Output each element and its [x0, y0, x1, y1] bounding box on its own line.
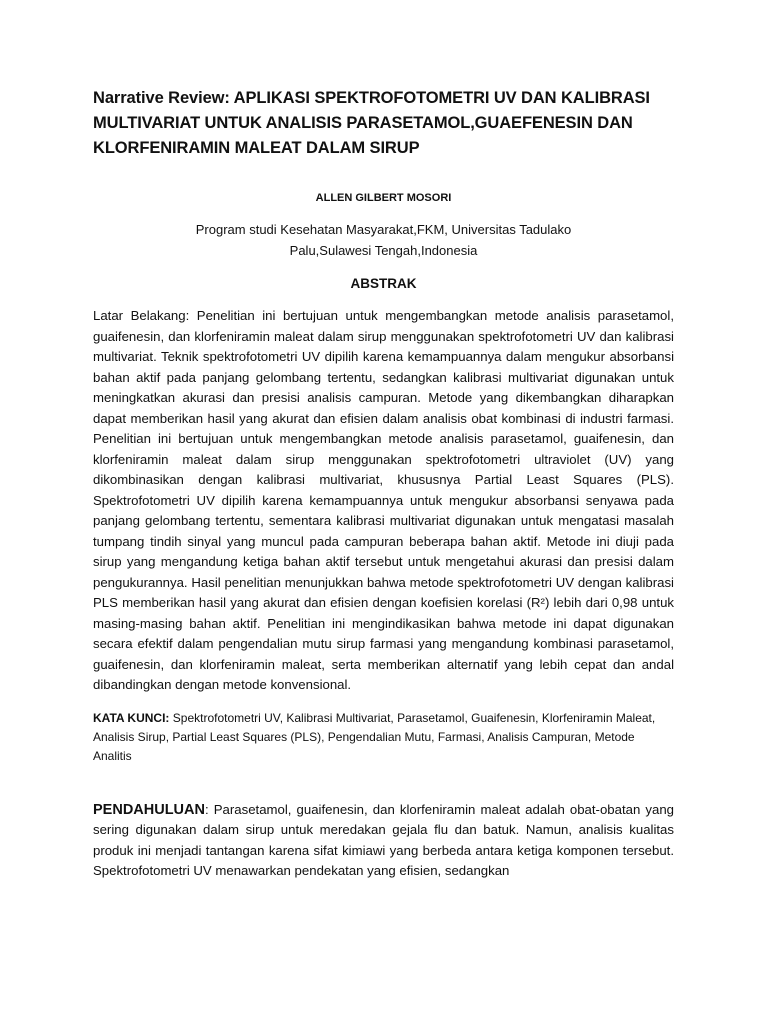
- abstract-body: Latar Belakang: Penelitian ini bertujuan untuk mengembangkan metode analisis parasetamol, guaifenesin, dan klorfeniramin maleat dalam sirup menggunakan spektrofotometri UV dan kalibrasi multivariat. Teknik spektrofotometri UV dipilih karena kemampuannya dalam mengukur absorbansi bahan aktif pada panjang gelombang tertentu, sedangkan kalibrasi multivariat digunakan untuk meningkatkan akurasi dan presisi analisis campuran. Metode yang dikembangkan diharapkan dapat memberikan hasil yang akurat dan efisien dalam analisis obat kombinasi di industri farmasi. Penelitian ini bertujuan untuk mengembangkan metode analisis parasetamol, guaifenesin, dan klorfeniramin maleat dalam sirup menggunakan spektrofotometri ultraviolet (UV) yang dikombinasikan dengan kalibrasi multivariat, khususnya Partial Least Squares (PLS). Spektrofotometri UV dipilih karena kemampuannya untuk mengukur absorbansi senyawa pada panjang gelombang tertentu, sementara kalibrasi multivariat digunakan untuk mengatasi masalah tumpang tindih sinyal yang muncul pada campuran beberapa bahan aktif. Metode ini diuji pada sirup yang mengandung ketiga bahan aktif tersebut untuk mengetahui akurasi dan presisi dalam pengukurannya. Hasil penelitian menunjukkan bahwa metode spektrofotometri UV dengan kalibrasi PLS memberikan hasil yang akurat dan efisien dengan koefisien korelasi (R²) lebih dari 0,98 untuk masing-masing bahan aktif. Penelitian ini mengindikasikan bahwa metode ini dapat digunakan secara efektif dalam pengendalian mutu sirup farmasi yang mengandung kombinasi parasetamol, guaifenesin, dan klorfeniramin maleat, serta memberikan alternatif yang lebih cepat dan andal dibandingkan dengan metode konvensional.: [93, 308, 674, 692]
- abstract-heading: ABSTRAK: [350, 276, 417, 291]
- paper-title: Narrative Review: APLIKASI SPEKTROFOTOMETRI UV DAN KALIBRASI MULTIVARIAT UNTUK ANALISIS PARASETAMOL,GUAEFENESIN DAN KLORFENIRAMIN MALEAT DALAM SIRUP: [93, 89, 650, 157]
- author-name: ALLEN GILBERT MOSORI: [315, 192, 452, 204]
- keywords: [93, 709, 674, 766]
- introduction-text: : Parasetamol, guaifenesin, dan klorfeniramin maleat adalah obat-obatan yang sering digunakan dalam sirup untuk meredakan gejala flu dan batuk. Namun, analisis kualitas produk ini menjadi tantangan karena sifat kimiawi yang berbeda antara ketiga komponen tersebut. Spektrofotometri UV menawarkan pendekatan yang efisien, sedangkan: [93, 801, 674, 878]
- keywords-label: KATA KUNCI:: [93, 710, 170, 725]
- introduction-paragraph: [93, 800, 674, 882]
- affiliation-line-2: Palu,Sulawesi Tengah,Indonesia: [289, 243, 478, 258]
- affiliation-line-1: Program studi Kesehatan Masyarakat,FKM, Universitas Tadulako: [195, 222, 572, 237]
- affiliation: [93, 219, 674, 261]
- keywords-text: Spektrofotometri UV, Kalibrasi Multivariat, Parasetamol, Guaifenesin, Klorfeniramin Maleat, Analisis Sirup, Partial Least Squares (PLS), Pengendalian Mutu, Farmasi, Analisis Campuran, Metode Analitis: [93, 710, 656, 763]
- introduction-heading: PENDAHULUAN: [93, 801, 205, 818]
